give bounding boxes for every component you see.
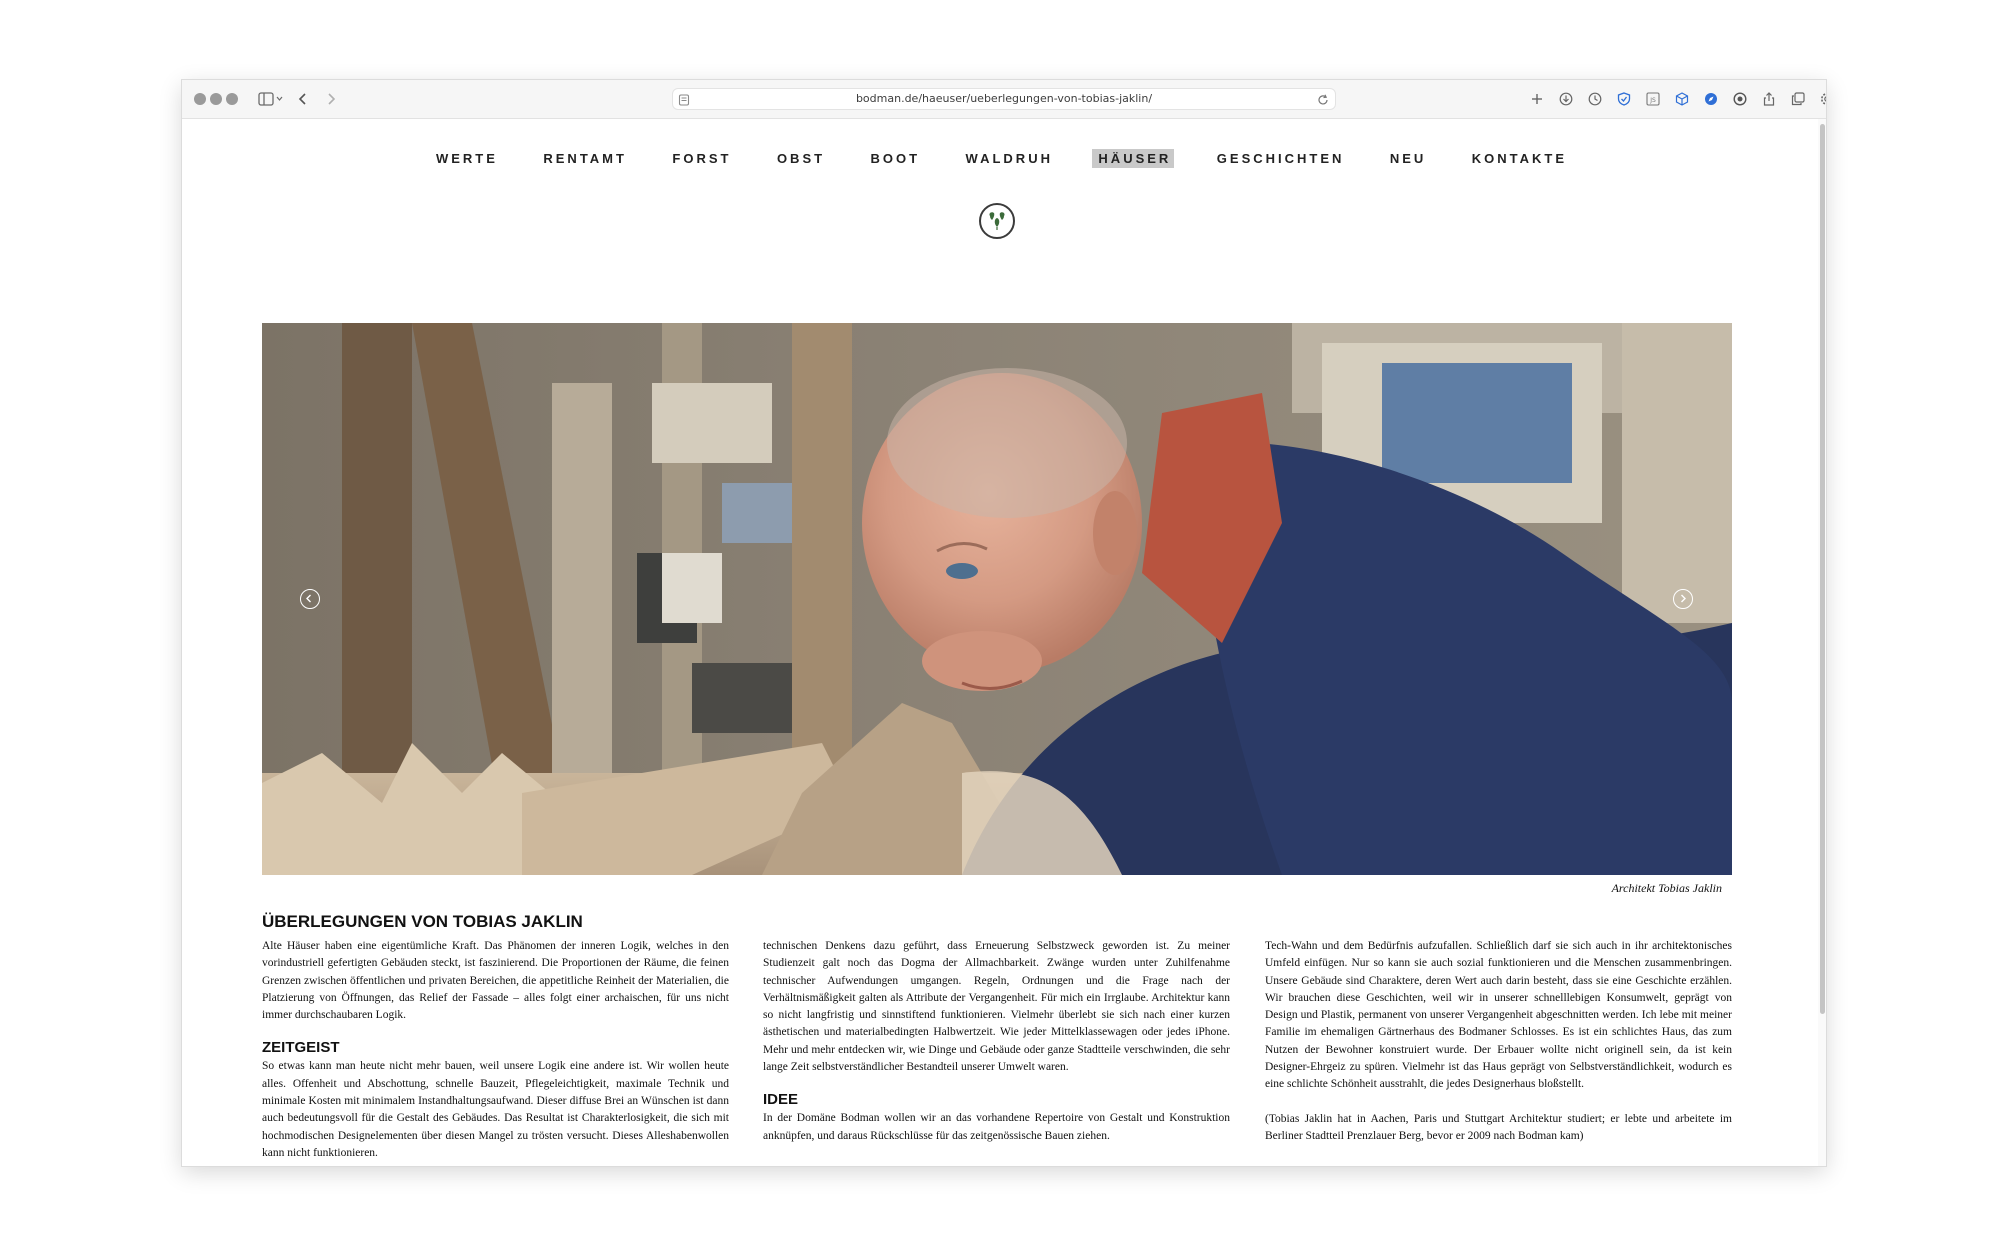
article-title: ÜBERLEGUNGEN VON TOBIAS JAKLIN [262,912,583,931]
js-extension-icon[interactable] [1644,88,1662,110]
url-text: bodman.de/haeuser/ueberlegungen-von-tobias-jaklin/ [855,92,1153,105]
sidebar-toggle-icon[interactable] [256,88,286,110]
slider-next-button[interactable] [1673,589,1693,609]
svg-text:JS: JS [1650,97,1656,104]
cube-extension-icon[interactable] [1673,88,1691,110]
nav-item-kontakte[interactable]: KONTAKTE [1471,151,1568,166]
nav-item-werte[interactable]: WERTE [435,151,498,166]
nav-item-boot[interactable]: BOOT [870,151,921,166]
target-extension-icon[interactable] [1731,88,1749,110]
article-column-3 [1265,938,1732,1145]
back-icon[interactable] [294,88,312,110]
nav-item-rentamt[interactable]: RENTAMT [543,151,627,166]
article-column-2 [763,938,1230,1145]
minimize-window-button[interactable] [210,93,222,105]
column-3-text: Tech-Wahn und dem Bedürfnis aufzufallen. Schließlich darf sie sich auch in ihr architektonisches Umfeld einfügen. Nur so kann sie auch sozial funktionieren und die Menschen zusammenbringen. Unsere Gebäude sind Charaktere, deren Wert auch darin besteht, dass sie eine Geschichte erzählen. Wir brauchen diese Geschichten, weil wir in unserer schnelllebigen Konsumwelt, geprägt von Design und Plastik, permanent von unserer Vergangenheit abgeschnitten werden. Ich lebe mit meiner Familie im ehemaligen Gärtnerhaus des Bodmaner Schlosses. Es ist ein schlichtes Haus, das zum Nutzen der Bewohner konstruiert wurde. Der Erbauer wollte nicht originell sein, da ist kein Designer-Ehrgeiz zu spüren. Vielmehr ist das Haus geprägt von Selbstverständlichkeit, wodurch es eine schlichte Schönheit ausstrahlt, die jedes Designerhaus bloßstellt. [1265,940,1732,1091]
browser-window [182,80,1826,1166]
nav-item-haeuser[interactable]: HÄUSER [1092,149,1174,168]
nav-item-geschichten[interactable]: GESCHICHTEN [1216,151,1345,166]
compass-extension-icon[interactable] [1702,88,1720,110]
address-bar[interactable] [672,88,1336,110]
section-heading-idee: IDEE [763,1091,799,1109]
tabs-overview-icon[interactable] [1789,88,1807,110]
article-intro: Alte Häuser haben eine eigentümliche Kraft. Das Phänomen der inneren Logik, welches in den vorindustriell gefertigten Gebäuden steckt, ist faszinierend. Die Proportionen der Räume, die feinen Grenzen zwischen öffentlichen und privaten Bereichen, die appetitliche Reinheit der Materialien, die Platzierung von Öffnungen, das Relief der Fassade – alles folgt einer archaischen, für uns nicht immer durchschaubaren Logik. [262,940,729,1022]
nav-item-waldruh[interactable]: WALDRUH [965,151,1053,166]
browser-toolbar [182,80,1826,119]
slider-prev-button[interactable] [300,589,320,609]
nav-item-neu[interactable]: NEU [1389,151,1427,166]
history-clock-icon[interactable] [1586,88,1604,110]
section-text-zeitgeist: So etwas kann man heute nicht mehr bauen, weil unsere Logik eine andere ist. Wir wollen heute alles. Offenheit und Abschottung, schnelle Bauzeit, Pflegeleichtigkeit, maximale Technik und minimale Kosten mit minimalem Instandhaltungsaufwand. Dieser diffuse Brei an Wünschen ist dann auch bedeutungsvoll für die Gestalt des Gebäudes. Das Resultat ist Charakterlosigkeit, die sich mit hochmodischen Designelementen über diesen Mangel zu trösten versucht. Dieses Alleshabenwollen kann nicht funktionieren. [262,1060,729,1159]
page-scrollbar[interactable] [1818,119,1826,1166]
page-content [182,119,1818,1166]
shield-extension-icon[interactable] [1615,88,1633,110]
column-2-text: technischen Denkens dazu geführt, dass Erneuerung Selbstzweck geworden ist. Zu meiner Studienzeit galt noch das Dogma der Allmachbarkeit. Zwänge wurden unter Zuhilfenahme technischer Aufwendungen umgangen. Regeln, Ordnungen und die Frage nach der Verhältnismäßigkeit galten als Attribute der Vergangenheit. Für mich ein Irrglaube. Architektur kann so nicht langfristig und sinnstiftend funktionieren. Vielmehr überlebt sie sich nach einer kurzen ästhetischen und materialbedingten Halbwertzeit. Wie jeder Mittelklassewagen oder jedes iPhone. Mehr und mehr entdecken wir, wie Dinge und Gebäude oder ganze Stadtteile verschwinden, die sehr lange Zeit selbstverständlicher Bestandteil unserer Umwelt waren. [763,940,1230,1074]
new-tab-plus-icon[interactable] [1528,88,1546,110]
nav-item-forst[interactable]: FORST [672,151,732,166]
zoom-window-button[interactable] [226,93,238,105]
article-column-1 [262,911,729,1162]
reload-icon[interactable] [1317,93,1329,111]
photo-caption: Architekt Tobias Jaklin [1611,881,1722,895]
main-navigation [182,149,1818,168]
leaf-logo-icon[interactable] [979,203,1015,239]
hero-photo-architect [262,323,1732,875]
close-window-button[interactable] [194,93,206,105]
section-heading-zeitgeist: ZEITGEIST [262,1039,340,1057]
nav-item-obst[interactable]: OBST [776,151,826,166]
settings-gear-icon[interactable] [1818,88,1826,110]
section-text-idee: In der Domäne Bodman wollen wir an das vorhandene Repertoire von Gestalt und Konstruktion anknüpfen, und daraus Rückschlüsse für das zeitgenössische Bauen ziehen. [763,1112,1230,1142]
author-bio-note: (Tobias Jaklin hat in Aachen, Paris und Stuttgart Architektur studiert; er lebte und arbeitete im Berliner Stadtteil Prenzlauer Berg, bevor er 2009 nach Bodman kam) [1265,1112,1732,1142]
scrollbar-thumb[interactable] [1820,124,1825,1014]
share-icon[interactable] [1760,88,1778,110]
download-icon[interactable] [1557,88,1575,110]
forward-icon[interactable] [322,88,340,110]
